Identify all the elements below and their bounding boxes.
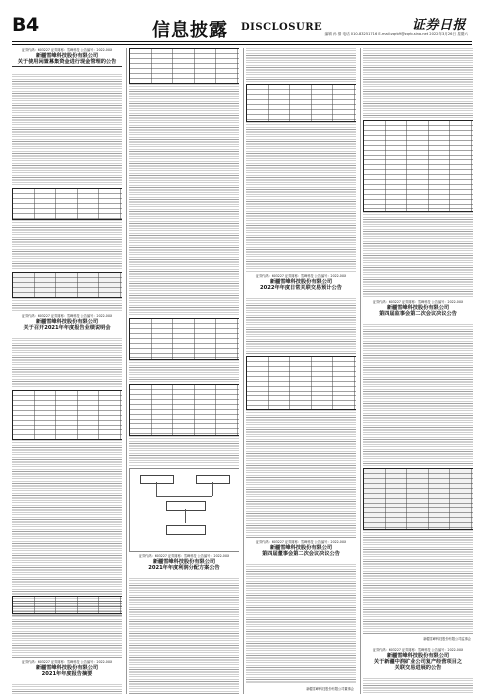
body-text (363, 212, 473, 298)
body-text (246, 122, 356, 272)
body-text (129, 360, 239, 382)
signature-block (363, 636, 473, 644)
data-table (12, 272, 122, 298)
body-text (363, 48, 473, 118)
body-text (12, 298, 122, 312)
code-line: 证券代码：603227 证券简称：雪峰科技 公告编号：2022-0XX (372, 648, 464, 652)
data-table (363, 120, 473, 212)
announcement-heading (129, 554, 239, 576)
data-table (129, 48, 239, 84)
announcement-heading (246, 274, 356, 296)
code-line: 证券代码：603227 证券简称：雪峰科技 公告编号：2022-0XX (21, 314, 113, 318)
body-text (246, 410, 356, 538)
diagram-node (166, 501, 206, 511)
code-line: 证券代码：603227 证券简称：雪峰科技 公告编号：2022-0XX (138, 554, 230, 558)
data-table (12, 390, 122, 440)
body-text (246, 48, 356, 82)
announcement-title: 新疆雪峰科技股份有限公司 2021年年度利润分配方案公告 (148, 559, 220, 571)
body-text (12, 220, 122, 270)
column-4 (363, 48, 473, 694)
code-line: 证券代码：603227 证券简称：雪峰科技 公告编号：2022-0XX (372, 300, 464, 304)
newspaper-logo: 证券日报 (411, 18, 466, 33)
body-text (363, 678, 473, 694)
body-text (12, 338, 122, 388)
data-table (12, 596, 122, 614)
announcement-title: 新疆雪峰科技股份有限公司 关于召开2021年年度报告业绩说明会 (23, 319, 111, 331)
body-text (12, 614, 122, 658)
code-line: 证券代码：603227 证券简称：雪峰科技 公告编号：2022-0XX (21, 48, 113, 52)
diagram-node (196, 475, 230, 484)
announcement-title: 新疆雪峰科技股份有限公司 关于新疆中润矿业公司复产经营项目之 关联交易进展的公告 (373, 653, 463, 671)
body-text (129, 578, 239, 694)
data-table (246, 84, 356, 122)
body-text (129, 84, 239, 316)
body-text (12, 440, 122, 616)
signature-block (246, 686, 356, 694)
diagram-node (140, 475, 174, 484)
diagram-connector (185, 509, 186, 523)
announcement-title: 新疆雪峰科技股份有限公司 第四届监事会第二次会议决议公告 (379, 305, 457, 317)
data-table (129, 318, 239, 360)
body-text (12, 684, 122, 694)
signature: 新疆雪峰科技股份有限公司董事会 (306, 687, 354, 691)
announcement-title: 新疆雪峰科技股份有限公司 第四届董事会第二次会议决议公告 (262, 545, 340, 557)
signature: 新疆雪峰科技股份有限公司监事会 (423, 637, 471, 641)
body-text (12, 74, 122, 186)
data-table (246, 356, 356, 410)
announcement-title: 新疆雪峰科技股份有限公司 关于使用闲置募集资金进行现金管理的公告 (17, 53, 117, 65)
announcement-heading (363, 648, 473, 676)
data-table (129, 384, 239, 436)
announcement-heading (12, 314, 122, 336)
announcement-heading (12, 48, 122, 72)
title-rule (12, 66, 122, 67)
header-rule-thin (12, 44, 472, 45)
diagram-connector (156, 482, 157, 496)
header-rule-thick (12, 41, 472, 42)
diagram-connector (156, 496, 212, 497)
page-header (12, 8, 472, 44)
announcement-title: 新疆雪峰科技股份有限公司 2021年年度报告摘要 (35, 665, 99, 677)
announcement-title: 新疆雪峰科技股份有限公司 2022年年度日常关联交易预计公告 (260, 279, 342, 291)
code-line: 证券代码：603227 证券简称：雪峰科技 公告编号：2022-0XX (255, 540, 347, 544)
column-1 (12, 48, 122, 694)
section-title: 信息披露 (152, 20, 228, 41)
announcement-heading (363, 300, 473, 322)
code-line: 证券代码：603227 证券简称：雪峰科技 公告编号：2022-0XX (255, 274, 347, 278)
diagram-node (166, 525, 206, 535)
body-text (246, 564, 356, 684)
diagram-connector (212, 482, 213, 496)
body-text (129, 436, 239, 466)
newspaper-page (12, 8, 472, 696)
section-title-en: DISCLOSURE (241, 22, 323, 33)
issue-info: 编辑 孙 倩 电话 010-83251716 E-mail:zqrb9@zqrb.sina.net 2022年3月26日 星期六 (324, 32, 468, 36)
page-number: B4 (12, 14, 39, 36)
code-line: 证券代码：603227 证券简称：雪峰科技 公告编号：2022-0XX (21, 660, 113, 664)
body-text (246, 298, 356, 354)
column-3 (246, 48, 356, 694)
announcement-heading (12, 660, 122, 682)
column-2 (129, 48, 239, 694)
data-table (363, 468, 473, 530)
announcement-heading (246, 540, 356, 562)
body-text (363, 324, 473, 466)
data-table (12, 188, 122, 220)
body-text (363, 530, 473, 634)
ownership-diagram (129, 468, 239, 552)
